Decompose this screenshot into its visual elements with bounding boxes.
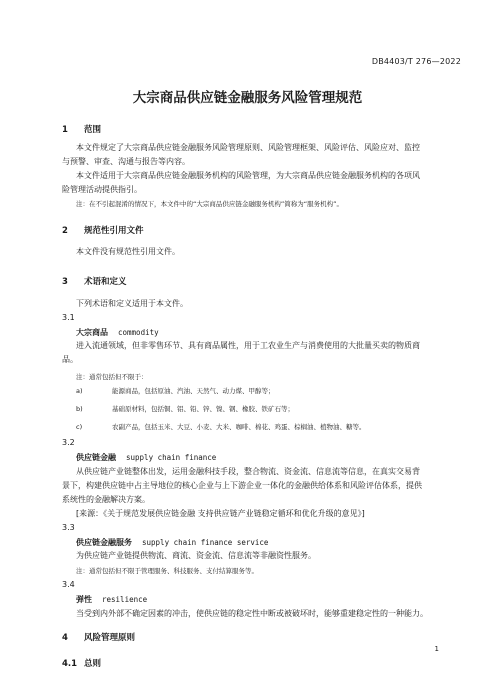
term-en: resilience bbox=[102, 595, 148, 604]
source-reference: [来源：《关于规范发展供应链金融 支持供应链产业链稳定循环和优化升级的意见》] bbox=[76, 509, 365, 518]
paragraph-line: 从供应链产业链整体出发，运用金融科技手段，整合物流、资金流、信息流等信息，在真实交易背 bbox=[76, 467, 420, 476]
section-number: 3 bbox=[62, 277, 68, 287]
subsection-4-1-heading bbox=[62, 657, 101, 669]
note: 注：在不引起混淆的情况下，本文件中的“大宗商品供应链金融服务机构”简称为“服务机构”。 bbox=[76, 200, 343, 208]
term-zh: 供应链金融服务 bbox=[76, 538, 132, 547]
term-zh: 供应链金融 bbox=[76, 453, 116, 462]
paragraph-line: 与预警、审查、沟通与报告等内容。 bbox=[62, 157, 190, 166]
section-4-heading bbox=[62, 631, 135, 643]
clause-number: 3.4 bbox=[62, 580, 75, 589]
paragraph-line: 本文件规定了大宗商品供应链金融服务风险管理原则、风险管理框架、风险评估、风险应对、监控 bbox=[76, 143, 420, 152]
list-text: 基础原材料，包括铜、铝、铅、锌、镍、钢、橡胶、铁矿石等； bbox=[112, 405, 294, 413]
section-number: 1 bbox=[62, 125, 68, 135]
section-number: 2 bbox=[62, 226, 68, 236]
term-entry bbox=[76, 594, 147, 605]
term-zh: 弹性 bbox=[76, 595, 92, 604]
term-en: commodity bbox=[118, 328, 159, 337]
section-1-heading bbox=[62, 123, 101, 135]
paragraph-line: 景下，构建供应链中占主导地位的核心企业与上下游企业一体化的金融供给体系和风险评估体系，提供 bbox=[62, 481, 422, 490]
list-item bbox=[76, 404, 294, 413]
section-title: 风险管理原则 bbox=[84, 633, 136, 643]
term-entry bbox=[76, 452, 216, 463]
paragraph-line: 险管理活动提供指引。 bbox=[62, 185, 142, 194]
note: 注：通常包括但不限于管理服务、科技服务、支付结算服务等。 bbox=[76, 567, 258, 575]
paragraph-line: 品。 bbox=[62, 355, 78, 364]
list-label: c) bbox=[76, 423, 83, 431]
list-item bbox=[76, 422, 366, 431]
paragraph-line: 进入流通领域，但非零售环节、具有商品属性，用于工农业生产与消费使用的大批量买卖的物质商 bbox=[76, 341, 420, 350]
list-text: 能源商品，包括原油、汽油、天然气、动力煤、甲醇等； bbox=[112, 387, 275, 395]
paragraph-line: 本文件适用于大宗商品供应链金融服务机构的风险管理，为大宗商品供应链金融服务机构的各项风 bbox=[76, 171, 420, 180]
list-item bbox=[76, 386, 275, 395]
term-en: supply chain finance bbox=[126, 453, 217, 462]
term-entry bbox=[76, 537, 268, 548]
list-label: b) bbox=[76, 405, 83, 413]
paragraph-line: 下列术语和定义适用于本文件。 bbox=[76, 299, 188, 308]
section-3-heading bbox=[62, 275, 127, 287]
term-en: supply chain finance service bbox=[142, 538, 269, 547]
clause-number: 3.3 bbox=[62, 523, 75, 532]
section-title: 范围 bbox=[84, 125, 102, 135]
list-text: 农副产品，包括玉米、大豆、小麦、大米、咖啡、棉花、鸡蛋、棕榈油、植物油、糖等。 bbox=[112, 423, 366, 431]
term-zh: 大宗商品 bbox=[76, 328, 108, 337]
section-title: 术语和定义 bbox=[84, 277, 127, 287]
term-entry bbox=[76, 327, 159, 338]
standard-number: DB4403/T 276—2022 bbox=[371, 57, 461, 66]
paragraph-line: 系统性的金融解决方案。 bbox=[62, 495, 150, 504]
clause-number: 3.1 bbox=[62, 313, 75, 322]
document-title: 大宗商品供应链金融服务风险管理规范 bbox=[132, 90, 363, 106]
paragraph-line: 为供应链产业链提供物流、商流、资金流、信息流等非融资性服务。 bbox=[76, 551, 316, 560]
list-label: a) bbox=[76, 387, 83, 395]
subsection-number: 4.1 bbox=[62, 659, 78, 669]
section-number: 4 bbox=[62, 633, 68, 643]
section-2-heading bbox=[62, 224, 144, 236]
clause-number: 3.2 bbox=[62, 438, 75, 447]
page-number: 1 bbox=[434, 645, 439, 653]
section-title: 规范性引用文件 bbox=[84, 226, 144, 236]
subsection-title: 总则 bbox=[84, 659, 102, 669]
paragraph-line: 当受到内外部不确定因素的冲击，使供应链的稳定性中断或被破坏时，能够重建稳定性的一种能力。 bbox=[76, 609, 428, 618]
paragraph-line: 本文件没有规范性引用文件。 bbox=[76, 247, 180, 256]
note: 注：通常包括但不限于： bbox=[76, 373, 148, 381]
